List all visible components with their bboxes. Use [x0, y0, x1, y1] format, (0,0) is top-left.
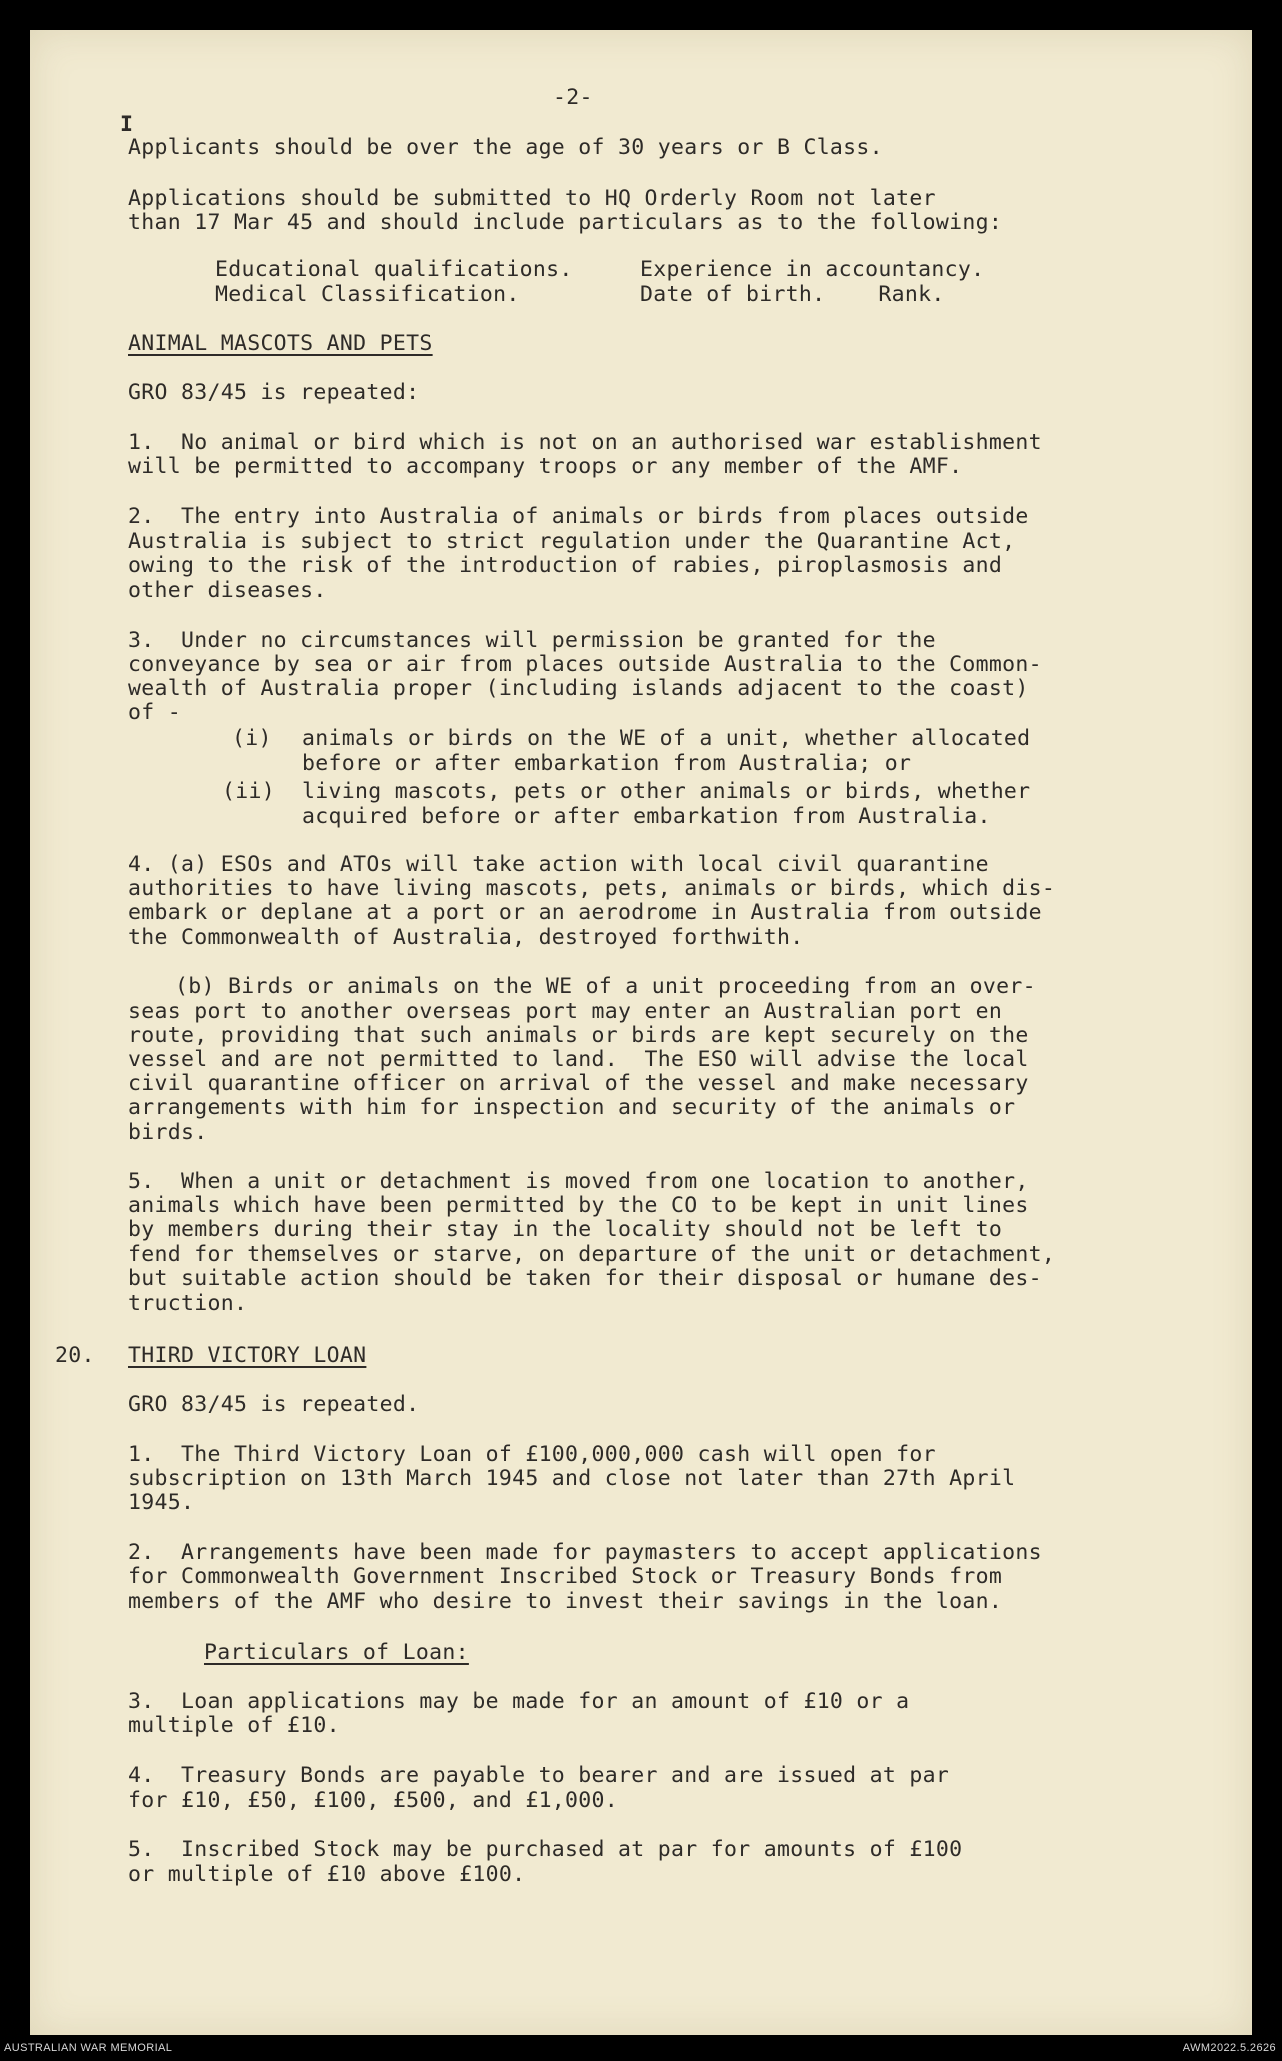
animals-p3-i-line: before or after embarkation from Australia; or [302, 751, 912, 776]
animals-p4b-line: birds. [128, 1120, 208, 1145]
animals-p1-line: will be permitted to accompany troops or any member of the AMF. [128, 454, 963, 479]
animals-p3-i-line: animals or birds on the WE of a unit, whether allocated [302, 726, 1031, 751]
animals-p3-line: conveyance by sea or air from places outside Australia to the Common- [128, 652, 1042, 677]
loan-p5-line: 5. Inscribed Stock may be purchased at par for amounts of £100 [128, 1837, 963, 1862]
animals-p4b-line: (b) Birds or animals on the WE of a unit proceeding from an over- [175, 974, 1036, 999]
animals-p2-line: owing to the risk of the introduction of rabies, piroplasmosis and [128, 553, 1003, 578]
animals-p3-line: wealth of Australia proper (including islands adjacent to the coast) [128, 676, 1029, 701]
animals-p5-line: truction. [128, 1291, 248, 1316]
animals-heading: ANIMAL MASCOTS AND PETS [128, 331, 433, 356]
loan-p1-line: 1. The Third Victory Loan of £100,000,000 cash will open for [128, 1442, 936, 1467]
loan-repeated: GRO 83/45 is repeated. [128, 1392, 420, 1417]
animals-p3-i-label: (i) [232, 726, 272, 751]
submit-line-1: Applications should be submitted to HQ Orderly Room not later [128, 186, 936, 211]
loan-p2-line: for Commonwealth Government Inscribed Stock or Treasury Bonds from [128, 1564, 1003, 1589]
loan-p4-line: 4. Treasury Bonds are payable to bearer and are issued at par [128, 1763, 950, 1788]
animals-repeated: GRO 83/45 is repeated: [128, 380, 420, 405]
animals-p4a-line: authorities to have living mascots, pets, animals or birds, which dis- [128, 876, 1056, 901]
animals-p3-ii-label: (ii) [222, 779, 275, 804]
loan-p1-line: 1945. [128, 1490, 195, 1515]
animals-p4a-line: 4. (a) ESOs and ATOs will take action with local civil quarantine [128, 852, 989, 877]
animals-p4b-line: vessel and are not permitted to land. The ESO will advise the local [128, 1047, 1029, 1072]
animals-p5-line: but suitable action should be taken for their disposal or humane des- [128, 1266, 1042, 1291]
loan-p1-line: subscription on 13th March 1945 and close not later than 27th April [128, 1466, 1016, 1491]
loan-p5-line: or multiple of £10 above £100. [128, 1862, 526, 1887]
animals-p5-line: 5. When a unit or detachment is moved from one location to another, [128, 1169, 1029, 1194]
loan-p3-line: multiple of £10. [128, 1713, 340, 1738]
animals-p5-line: by members during their stay in the locality should not be left to [128, 1217, 1003, 1242]
loan-particulars-heading: Particulars of Loan: [204, 1640, 469, 1665]
loan-heading: THIRD VICTORY LOAN [128, 1343, 367, 1368]
animals-p2-line: other diseases. [128, 578, 327, 603]
animals-p1-line: 1. No animal or bird which is not on an authorised war establishment [128, 430, 1042, 455]
animals-p4b-line: route, providing that such animals or birds are kept securely on the [128, 1023, 1029, 1048]
loan-p3-line: 3. Loan applications may be made for an amount of £10 or a [128, 1689, 910, 1714]
loan-p4-line: for £10, £50, £100, £500, and £1,000. [128, 1788, 619, 1813]
animals-p4b-line: civil quarantine officer on arrival of the vessel and make necessary [128, 1071, 1029, 1096]
qual-experience: Experience in accountancy. [640, 257, 985, 282]
animals-p2-line: 2. The entry into Australia of animals or birds from places outside [128, 504, 1029, 529]
qual-birth-rank: Date of birth. Rank. [640, 282, 945, 307]
animals-p5-line: fend for themselves or starve, on departure of the unit or detachment, [128, 1242, 1056, 1267]
animals-p4a-line: embark or deplane at a port or an aerodrome in Australia from outside [128, 900, 1042, 925]
loan-section-number: 20. [55, 1343, 95, 1368]
animals-p3-ii-line: living mascots, pets or other animals or birds, whether [302, 779, 1031, 804]
footer-institution: AUSTRALIAN WAR MEMORIAL [4, 2042, 173, 2054]
animals-p4b-line: seas port to another overseas port may enter an Australian port en [128, 999, 1003, 1024]
animals-p3-ii-line: acquired before or after embarkation from Australia. [302, 804, 991, 829]
animals-p4a-line: the Commonwealth of Australia, destroyed forthwith. [128, 925, 804, 950]
animals-p5-line: animals which have been permitted by the CO to be kept in unit lines [128, 1193, 1029, 1218]
submit-line-2: than 17 Mar 45 and should include particulars as to the following: [128, 210, 1003, 235]
animals-p3-line: of - [128, 700, 181, 725]
qual-educational: Educational qualifications. [215, 257, 573, 282]
page-number: -2- [553, 85, 593, 110]
animals-p2-line: Australia is subject to strict regulation under the Quarantine Act, [128, 529, 1016, 554]
margin-mark: I [120, 112, 134, 137]
loan-p2-line: members of the AMF who desire to invest their savings in the loan. [128, 1589, 1003, 1614]
animals-p3-line: 3. Under no circumstances will permission be granted for the [128, 628, 936, 653]
age-requirement: Applicants should be over the age of 30 years or B Class. [128, 135, 883, 160]
loan-p2-line: 2. Arrangements have been made for paymasters to accept applications [128, 1540, 1042, 1565]
qual-medical: Medical Classification. [215, 282, 520, 307]
footer-reference: AWM2022.5.2626 [1182, 2042, 1276, 2054]
animals-p4b-line: arrangements with him for inspection and security of the animals or [128, 1095, 1016, 1120]
